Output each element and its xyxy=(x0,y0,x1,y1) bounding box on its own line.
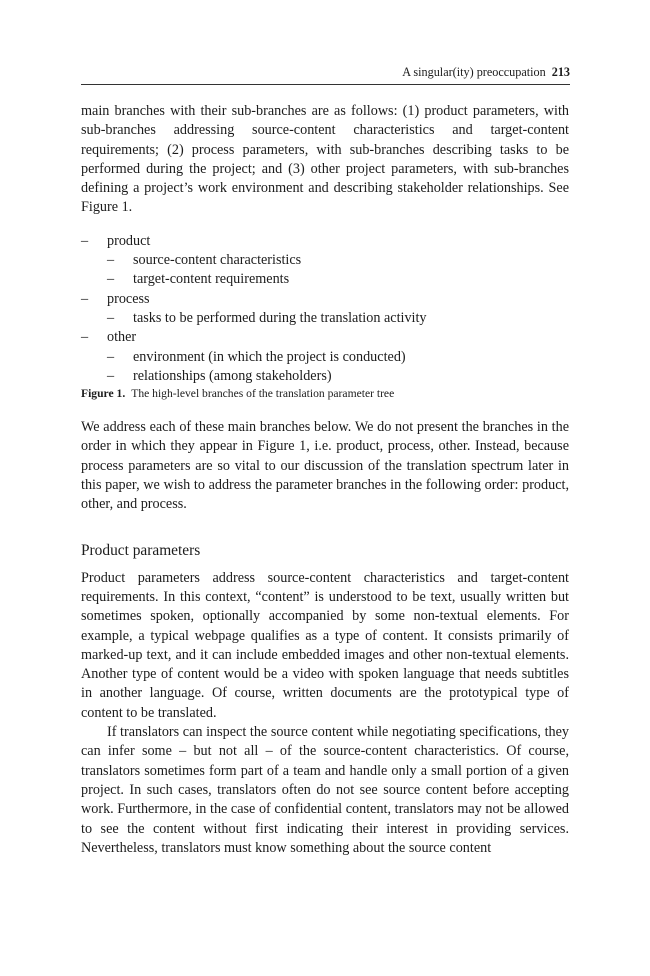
paragraph-3: Product parameters address source-content characteristics and target-content requirements. In this context, “content” is understood to be text, usually written but sometimes spoken, optionally accompanied by some non-textual elements. For example, a typical webpage qualifies as a type of content. It consists primarily of marked-up text, and it can include embedded images and other non-textual elements. Another type of content would be a video with spoken language that needs subtitles in another language. Of course, written documents are the prototypical type of content to be translated. xyxy=(81,569,569,721)
figure-caption xyxy=(81,386,569,402)
tree-item-target-content xyxy=(81,270,569,289)
figure-caption-text: The high-level branches of the translation parameter tree xyxy=(131,387,395,401)
figure-1-parameter-tree xyxy=(81,232,569,386)
tree-item-label: tasks to be performed during the translation activity xyxy=(133,309,427,326)
list-dash: – xyxy=(107,271,115,288)
list-dash: – xyxy=(107,309,115,326)
list-dash: – xyxy=(81,290,89,307)
tree-item-label: target-content requirements xyxy=(133,271,290,288)
list-dash: – xyxy=(81,329,89,346)
tree-item-other xyxy=(81,328,569,347)
tree-item-label: environment (in which the project is conducted) xyxy=(133,348,406,365)
section-heading: Product parameters xyxy=(81,541,201,559)
list-dash: – xyxy=(107,348,115,365)
tree-item-label: source-content characteristics xyxy=(133,252,302,269)
paragraph-4: If translators can inspect the source content while negotiating specifications, they can infer some – but not all – of the source-content characteristics. Of course, translators sometimes form part of a team and handle only a small portion of a given project. In such cases, translators often do not see source content before accepting work. Furthermore, in the case of confidential content, translators may not be allowed to see the content without first indicating their interest in providing services. Nevertheless, translators must know something about the source content xyxy=(81,724,569,856)
list-dash: – xyxy=(107,367,115,384)
tree-item-relationships xyxy=(81,367,569,386)
running-header xyxy=(81,64,570,80)
tree-item-label: relationships (among stakeholders) xyxy=(133,367,332,384)
page-body xyxy=(81,102,569,858)
tree-item-tasks xyxy=(81,309,569,328)
tree-item-label: other xyxy=(107,329,137,346)
paragraph-1: main branches with their sub-branches are as follows: (1) product parameters, with sub-branches addressing source-content characteristics and target-content requirements; (2) process parameters, with sub-branches describing tasks to be performed during the project; and (3) other project parameters, with sub-branches defining a project’s work environment and describing stakeholder relationships. See Figure 1. xyxy=(81,103,569,216)
tree-item-source-content xyxy=(81,251,569,270)
figure-label: Figure 1. xyxy=(81,387,126,401)
header-rule xyxy=(81,84,570,85)
list-dash: – xyxy=(81,232,89,249)
tree-item-environment xyxy=(81,348,569,367)
tree-item-label: product xyxy=(107,232,151,249)
tree-item-process xyxy=(81,290,569,309)
paragraph-2: We address each of these main branches below. We do not present the branches in the order in which they appear in Figure 1, i.e. product, process, other. Instead, because process parameters are so vital to our discussion of the translation spectrum later in this paper, we wish to address the parameter branches in the following order: product, other, and process. xyxy=(81,419,569,513)
list-dash: – xyxy=(107,252,115,269)
tree-item-product xyxy=(81,232,569,251)
tree-item-label: process xyxy=(107,290,150,307)
running-title: A singular(ity) preoccupation xyxy=(402,65,546,79)
page-number: 213 xyxy=(551,65,570,79)
